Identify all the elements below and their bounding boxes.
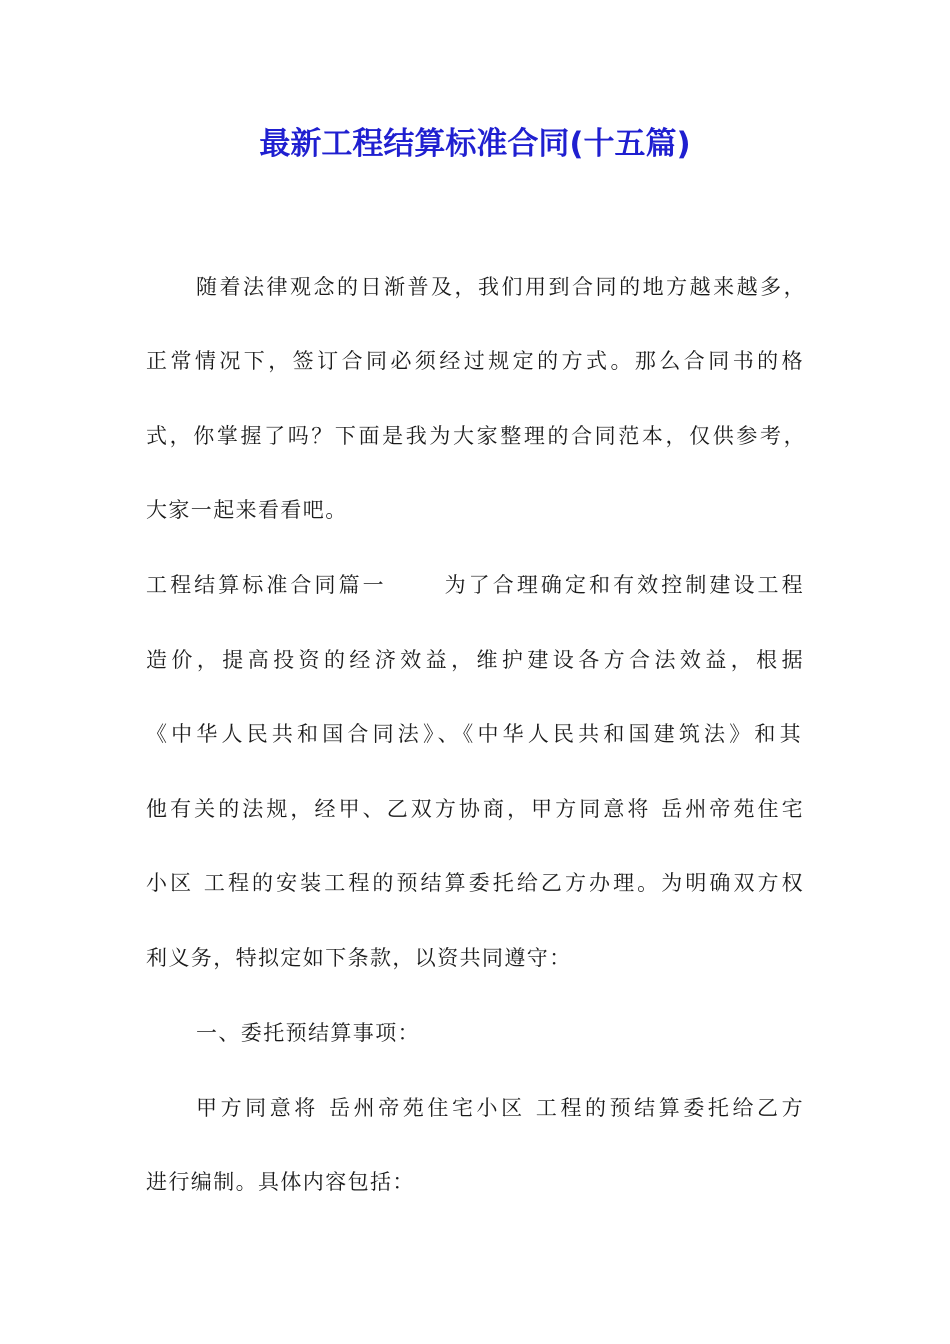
paragraph-line: 甲方同意将 岳州帝苑住宅小区 工程的预结算委托给乙方 [196,1096,804,1120]
paragraph-line: 他有关的法规，经甲、乙双方协商，甲方同意将 岳州帝苑住宅 [146,797,804,821]
paragraph-line: 随着法律观念的日渐普及，我们用到合同的地方越来越多， [196,275,806,299]
paragraph-line: 《中华人民共和国合同法》、《中华人民共和国建筑法》和其 [146,722,802,746]
paragraph-line: 造价，提高投资的经济效益，维护建设各方合法效益，根据 [146,648,804,672]
paragraph-line: 工程结算标准合同篇一 为了合理确定和有效控制建设工程 [146,573,804,597]
document-title: 最新工程结算标准合同(十五篇) [259,126,691,162]
paragraph-line: 小区 工程的安装工程的预结算委托给乙方办理。为明确双方权 [146,871,804,895]
paragraph-line: 正常情况下，签订合同必须经过规定的方式。那么合同书的格 [146,349,804,373]
paragraph-line: 进行编制。具体内容包括： [146,1170,415,1194]
paragraph-line: 式，你掌握了吗？下面是我为大家整理的合同范本，仅供参考， [146,424,806,448]
paragraph-line: 大家一起来看看吧。 [146,498,348,522]
section-heading: 一、委托预结算事项： [196,1021,420,1045]
paragraph-line: 利义务，特拟定如下条款，以资共同遵守： [146,946,572,970]
